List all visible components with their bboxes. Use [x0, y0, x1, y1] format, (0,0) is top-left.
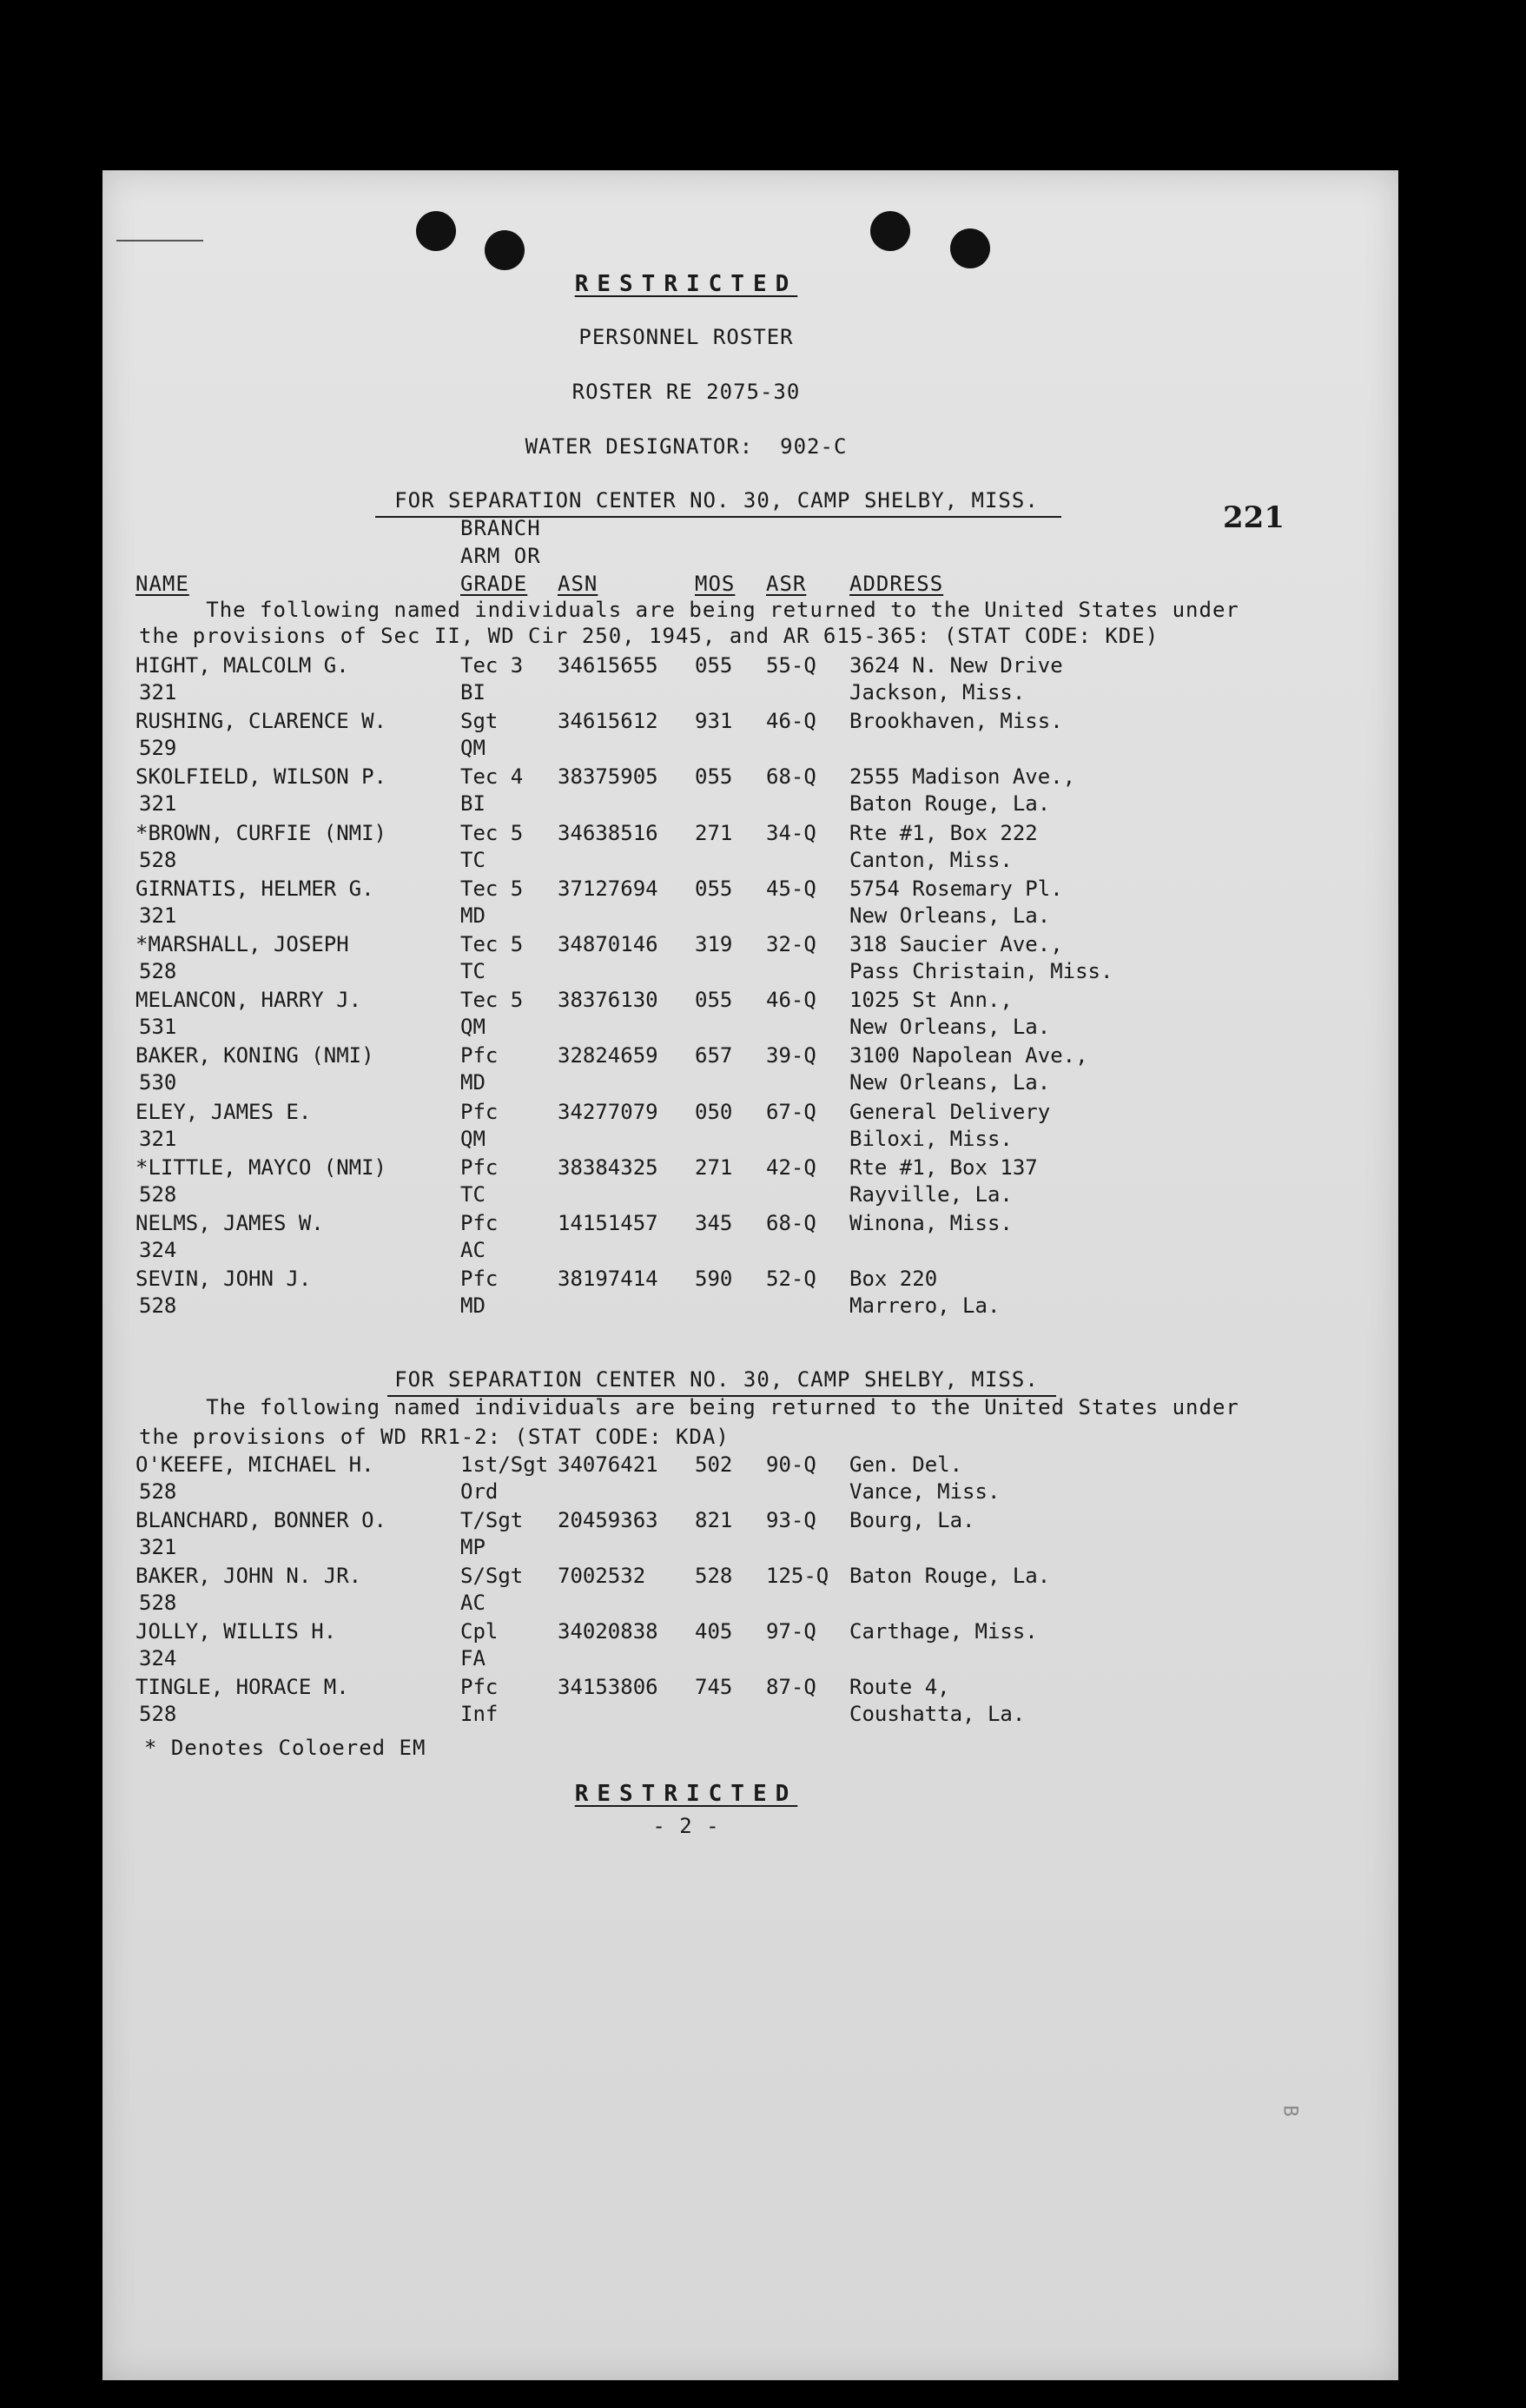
grade: Pfc [460, 1211, 499, 1235]
section2-intro-line2: the provisions of WD RR1-2: (STAT CODE: KDA) [139, 1425, 730, 1449]
address-line1: 3100 Napolean Ave., [849, 1043, 1088, 1068]
branch: QM [460, 736, 486, 761]
water-designator: WATER DESIGNATOR: 902-C [525, 434, 848, 459]
asn: 34153806 [558, 1675, 658, 1699]
col-arm-or: ARM OR [460, 544, 541, 568]
mos: 050 [695, 1099, 733, 1124]
grade: Tec 5 [460, 820, 524, 845]
mos: 405 [695, 1619, 733, 1644]
address-line2: Rayville, La. [849, 1181, 1013, 1207]
grade: Tec 3 [460, 653, 524, 678]
branch: MD [460, 903, 486, 928]
classification-header: RESTRICTED [574, 271, 798, 297]
grade: 1st/Sgt [460, 1452, 549, 1477]
asn: 38375905 [558, 764, 658, 790]
address-line2: New Orleans, La. [849, 903, 1051, 928]
address-line1: Brookhaven, Miss. [849, 709, 1063, 734]
branch: BI [460, 791, 486, 817]
grade: Tec 5 [460, 876, 524, 901]
address-line1: 2555 Madison Ave., [849, 764, 1076, 790]
name: TINGLE, HORACE M. [135, 1675, 349, 1699]
address-line2: Marrero, La. [849, 1293, 1001, 1319]
section2-intro-line1: The following named individuals are being returned to the United States under [139, 1395, 1239, 1419]
name: SEVIN, JOHN J. [135, 1267, 312, 1292]
mos: 821 [695, 1508, 733, 1532]
section1-intro-line1: The following named individuals are being returned to the United States under [139, 598, 1239, 622]
asr: 46-Q [766, 709, 816, 734]
grade: Tec 5 [460, 988, 524, 1013]
address-line2: New Orleans, La. [849, 1015, 1051, 1040]
unit-code: 324 [139, 1646, 177, 1670]
name: MELANCON, HARRY J. [135, 988, 362, 1013]
unit-code: 531 [139, 1015, 177, 1040]
name: BLANCHARD, BONNER O. [135, 1508, 386, 1532]
grade: Tec 5 [460, 932, 524, 956]
asr: 68-Q [766, 764, 816, 790]
address-line1: Rte #1, Box 222 [849, 820, 1038, 845]
section2-heading: FOR SEPARATION CENTER NO. 30, CAMP SHELBY, MISS. [394, 1367, 1039, 1392]
col-address: ADDRESS [849, 572, 944, 596]
branch: MP [460, 1535, 486, 1559]
grade: Pfc [460, 1099, 499, 1124]
asn: 32824659 [558, 1043, 658, 1068]
punch-hole [870, 211, 910, 251]
asn: 34076421 [558, 1452, 658, 1477]
branch: Ord [460, 1479, 499, 1504]
branch: QM [460, 1015, 486, 1040]
address-line2: Vance, Miss. [849, 1479, 1001, 1504]
asn: 38376130 [558, 988, 658, 1013]
mos: 345 [695, 1211, 733, 1235]
col-mos: MOS [695, 572, 736, 596]
margin-mark [116, 240, 203, 241]
mos: 055 [695, 653, 733, 678]
asr: 32-Q [766, 932, 816, 956]
address-line2: Canton, Miss. [849, 847, 1013, 872]
address-line2: Biloxi, Miss. [849, 1126, 1013, 1151]
address-line1: Carthage, Miss. [849, 1619, 1038, 1644]
asr: 97-Q [766, 1619, 816, 1644]
asn: 38384325 [558, 1154, 658, 1180]
branch: TC [460, 959, 486, 983]
grade: Cpl [460, 1619, 499, 1644]
asn: 34638516 [558, 820, 658, 845]
name: NELMS, JAMES W. [135, 1211, 324, 1235]
asn: 7002532 [558, 1564, 646, 1588]
branch: MD [460, 1070, 486, 1095]
grade: Pfc [460, 1267, 499, 1292]
page-number: - 2 - [652, 1814, 720, 1838]
roster-number: ROSTER RE 2075-30 [571, 380, 801, 404]
col-branch: BRANCH [460, 516, 541, 540]
unit-code: 528 [139, 959, 177, 983]
col-asr: ASR [766, 572, 807, 596]
mos: 271 [695, 1154, 733, 1180]
asn: 34020838 [558, 1619, 658, 1644]
address-line1: 5754 Rosemary Pl. [849, 876, 1063, 901]
address-line2: Jackson, Miss. [849, 680, 1026, 705]
address-line1: Baton Rouge, La. [849, 1564, 1051, 1588]
branch: AC [460, 1591, 486, 1615]
unit-code: 321 [139, 903, 177, 928]
name: *LITTLE, MAYCO (NMI) [135, 1154, 386, 1180]
asr: 125-Q [766, 1564, 829, 1588]
mos: 271 [695, 820, 733, 845]
col-name: NAME [135, 572, 189, 596]
mos: 745 [695, 1675, 733, 1699]
name: GIRNATIS, HELMER G. [135, 876, 374, 901]
branch: TC [460, 847, 486, 872]
unit-code: 321 [139, 680, 177, 705]
branch: FA [460, 1646, 486, 1670]
name: RUSHING, CLARENCE W. [135, 709, 386, 734]
address-line2: Baton Rouge, La. [849, 791, 1051, 817]
branch: AC [460, 1238, 486, 1262]
asr: 42-Q [766, 1154, 816, 1180]
asr: 90-Q [766, 1452, 816, 1477]
name: HIGHT, MALCOLM G. [135, 653, 349, 678]
mos: 055 [695, 764, 733, 790]
section1-heading: FOR SEPARATION CENTER NO. 30, CAMP SHELBY, MISS. [394, 488, 1039, 513]
branch: QM [460, 1126, 486, 1151]
grade: S/Sgt [460, 1564, 524, 1588]
address-line1: 3624 N. New Drive [849, 653, 1063, 678]
address-line1: 318 Saucier Ave., [849, 932, 1063, 956]
unit-code: 321 [139, 1535, 177, 1559]
margin-pencil-mark: B [1278, 2105, 1301, 2118]
unit-code: 529 [139, 736, 177, 761]
unit-code: 321 [139, 1126, 177, 1151]
asr: 93-Q [766, 1508, 816, 1532]
name: BAKER, KONING (NMI) [135, 1043, 374, 1068]
branch: TC [460, 1181, 486, 1207]
name: *MARSHALL, JOSEPH [135, 932, 349, 956]
address-line2: Coushatta, La. [849, 1702, 1026, 1726]
address-line1: Bourg, La. [849, 1508, 975, 1532]
mos: 528 [695, 1564, 733, 1588]
grade: T/Sgt [460, 1508, 524, 1532]
col-grade: GRADE [460, 572, 528, 596]
grade: Pfc [460, 1675, 499, 1699]
address-line1: Gen. Del. [849, 1452, 963, 1477]
asr: 67-Q [766, 1099, 816, 1124]
name: O'KEEFE, MICHAEL H. [135, 1452, 374, 1477]
unit-code: 528 [139, 1591, 177, 1615]
name: BAKER, JOHN N. JR. [135, 1564, 362, 1588]
mos: 055 [695, 988, 733, 1013]
unit-code: 528 [139, 847, 177, 872]
asr: 55-Q [766, 653, 816, 678]
roster-title: PERSONNEL ROSTER [578, 325, 794, 349]
mos: 590 [695, 1267, 733, 1292]
unit-code: 530 [139, 1070, 177, 1095]
asn: 34615612 [558, 709, 658, 734]
address-line1: 1025 St Ann., [849, 988, 1013, 1013]
address-line1: Route 4, [849, 1675, 950, 1699]
asn: 34277079 [558, 1099, 658, 1124]
branch: Inf [460, 1702, 499, 1726]
name: SKOLFIELD, WILSON P. [135, 764, 386, 790]
grade: Pfc [460, 1154, 499, 1180]
asn: 34615655 [558, 653, 658, 678]
unit-code: 528 [139, 1181, 177, 1207]
mos: 055 [695, 876, 733, 901]
col-asn: ASN [558, 572, 598, 596]
section1-intro-line2: the provisions of Sec II, WD Cir 250, 1945, and AR 615-365: (STAT CODE: KDE) [139, 624, 1159, 648]
asr: 39-Q [766, 1043, 816, 1068]
unit-code: 528 [139, 1479, 177, 1504]
address-line2: New Orleans, La. [849, 1070, 1051, 1095]
classification-footer: RESTRICTED [574, 1781, 798, 1807]
mos: 502 [695, 1452, 733, 1477]
grade: Sgt [460, 709, 499, 734]
asn: 34870146 [558, 932, 658, 956]
asn: 20459363 [558, 1508, 658, 1532]
asr: 45-Q [766, 876, 816, 901]
mos: 657 [695, 1043, 733, 1068]
punch-hole [485, 230, 525, 270]
name: JOLLY, WILLIS H. [135, 1619, 337, 1644]
unit-code: 528 [139, 1293, 177, 1319]
address-line1: General Delivery [849, 1099, 1051, 1124]
grade: Pfc [460, 1043, 499, 1068]
mos: 319 [695, 932, 733, 956]
address-line1: Rte #1, Box 137 [849, 1154, 1038, 1180]
footnote: * Denotes Coloered EM [144, 1736, 426, 1760]
unit-code: 321 [139, 791, 177, 817]
unit-code: 324 [139, 1238, 177, 1262]
punch-hole [950, 228, 990, 268]
punch-hole [416, 211, 456, 251]
mos: 931 [695, 709, 733, 734]
unit-code: 528 [139, 1702, 177, 1726]
asn: 38197414 [558, 1267, 658, 1292]
page-mark: 221 [1223, 500, 1285, 535]
asr: 34-Q [766, 820, 816, 845]
address-line1: Winona, Miss. [849, 1211, 1013, 1235]
branch: BI [460, 680, 486, 705]
address-line2: Pass Christain, Miss. [849, 959, 1113, 983]
branch: MD [460, 1293, 486, 1319]
name: *BROWN, CURFIE (NMI) [135, 820, 386, 845]
asn: 14151457 [558, 1211, 658, 1235]
asr: 68-Q [766, 1211, 816, 1235]
name: ELEY, JAMES E. [135, 1099, 312, 1124]
asn: 37127694 [558, 876, 658, 901]
address-line1: Box 220 [849, 1267, 938, 1292]
asr: 87-Q [766, 1675, 816, 1699]
grade: Tec 4 [460, 764, 524, 790]
asr: 52-Q [766, 1267, 816, 1292]
asr: 46-Q [766, 988, 816, 1013]
